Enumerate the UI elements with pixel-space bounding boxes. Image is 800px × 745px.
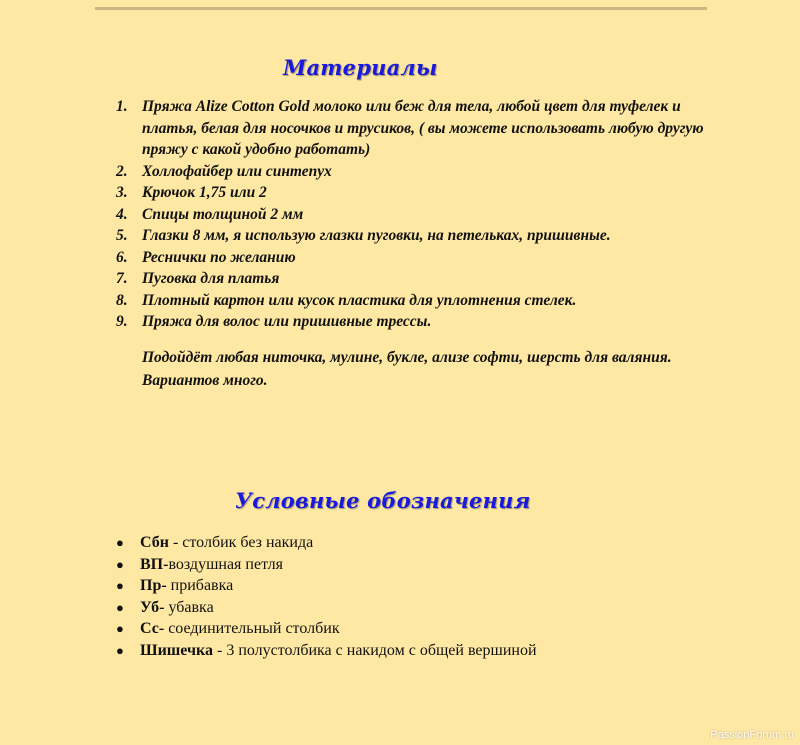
legend-item bbox=[116, 532, 676, 554]
item-number: 6. bbox=[116, 248, 128, 266]
materials-list bbox=[116, 96, 716, 333]
legend-term: Сбн bbox=[140, 534, 169, 551]
list-item bbox=[116, 204, 716, 226]
legend-item bbox=[116, 597, 676, 619]
legend-term: Шишечка bbox=[140, 641, 213, 659]
legend-term: ВП- bbox=[140, 555, 169, 573]
item-number: 9. bbox=[116, 313, 128, 330]
legend-item bbox=[116, 554, 676, 576]
legend-desc: - столбик без накида bbox=[168, 534, 314, 551]
item-text: Пуговка для платья bbox=[142, 270, 280, 287]
list-item bbox=[116, 311, 716, 333]
watermark: PassionForum.ru bbox=[710, 729, 794, 741]
legend-term: Уб- bbox=[140, 598, 165, 616]
legend-desc: прибавка bbox=[166, 577, 234, 594]
bullet-icon: ● bbox=[116, 535, 124, 550]
item-text: Пряжа для волос или пришивные трессы. bbox=[142, 313, 432, 330]
materials-note: Подойдёт любая ниточка, мулине, букле, ализе софти, шерсть для валяния. Вариантов много. bbox=[142, 349, 672, 389]
legend-desc: воздушная петля bbox=[168, 555, 284, 573]
materials-heading: Материалы bbox=[283, 55, 438, 80]
bullet-icon: ● bbox=[116, 578, 124, 593]
item-number: 4. bbox=[116, 205, 128, 223]
legend-desc: - 3 полустолбика с накидом с общей вершиной bbox=[213, 641, 537, 659]
legend-item bbox=[116, 618, 676, 640]
legend-heading: Условные обозначения bbox=[235, 488, 531, 513]
list-item bbox=[116, 268, 716, 290]
bullet-icon: ● bbox=[116, 599, 124, 615]
item-number: 2. bbox=[116, 162, 128, 180]
item-text: Пряжа Alize Cotton Gold молоко или беж для тела, любой цвет для туфелек и платья, белая для носочков и трусиков, ( вы можете использовать любую другую пряжу с какой удобно работать) bbox=[142, 98, 704, 158]
legend-term: Сс- bbox=[140, 620, 165, 637]
list-item bbox=[116, 247, 716, 269]
legend-term: Пр- bbox=[140, 577, 167, 594]
item-number: 7. bbox=[116, 270, 128, 287]
item-number: 1. bbox=[116, 98, 128, 115]
item-text: Плотный картон или кусок пластика для уплотнения стелек. bbox=[142, 291, 577, 309]
item-number: 8. bbox=[116, 291, 128, 309]
legend-desc: убавка bbox=[164, 598, 214, 616]
list-item bbox=[116, 182, 716, 204]
list-item bbox=[116, 96, 716, 161]
list-item bbox=[116, 161, 716, 183]
item-text: Спицы толщиной 2 мм bbox=[142, 205, 304, 223]
item-text: Холлофайбер или синтепух bbox=[142, 162, 332, 180]
legend-item bbox=[116, 575, 676, 597]
item-number: 5. bbox=[116, 227, 128, 244]
list-item bbox=[116, 225, 716, 247]
top-divider bbox=[95, 7, 707, 10]
item-text: Глазки 8 мм, я использую глазки пуговки, на петельках, пришивные. bbox=[142, 227, 611, 244]
bullet-icon: ● bbox=[116, 556, 124, 572]
bullet-icon: ● bbox=[116, 642, 124, 658]
item-text: Реснички по желанию bbox=[142, 248, 296, 266]
item-text: Крючок 1,75 или 2 bbox=[142, 184, 267, 201]
bullet-icon: ● bbox=[116, 621, 124, 636]
legend-desc: соединительный столбик bbox=[164, 620, 340, 637]
item-number: 3. bbox=[116, 184, 128, 201]
legend-item bbox=[116, 640, 676, 662]
list-item bbox=[116, 290, 716, 312]
legend-list bbox=[116, 532, 676, 661]
